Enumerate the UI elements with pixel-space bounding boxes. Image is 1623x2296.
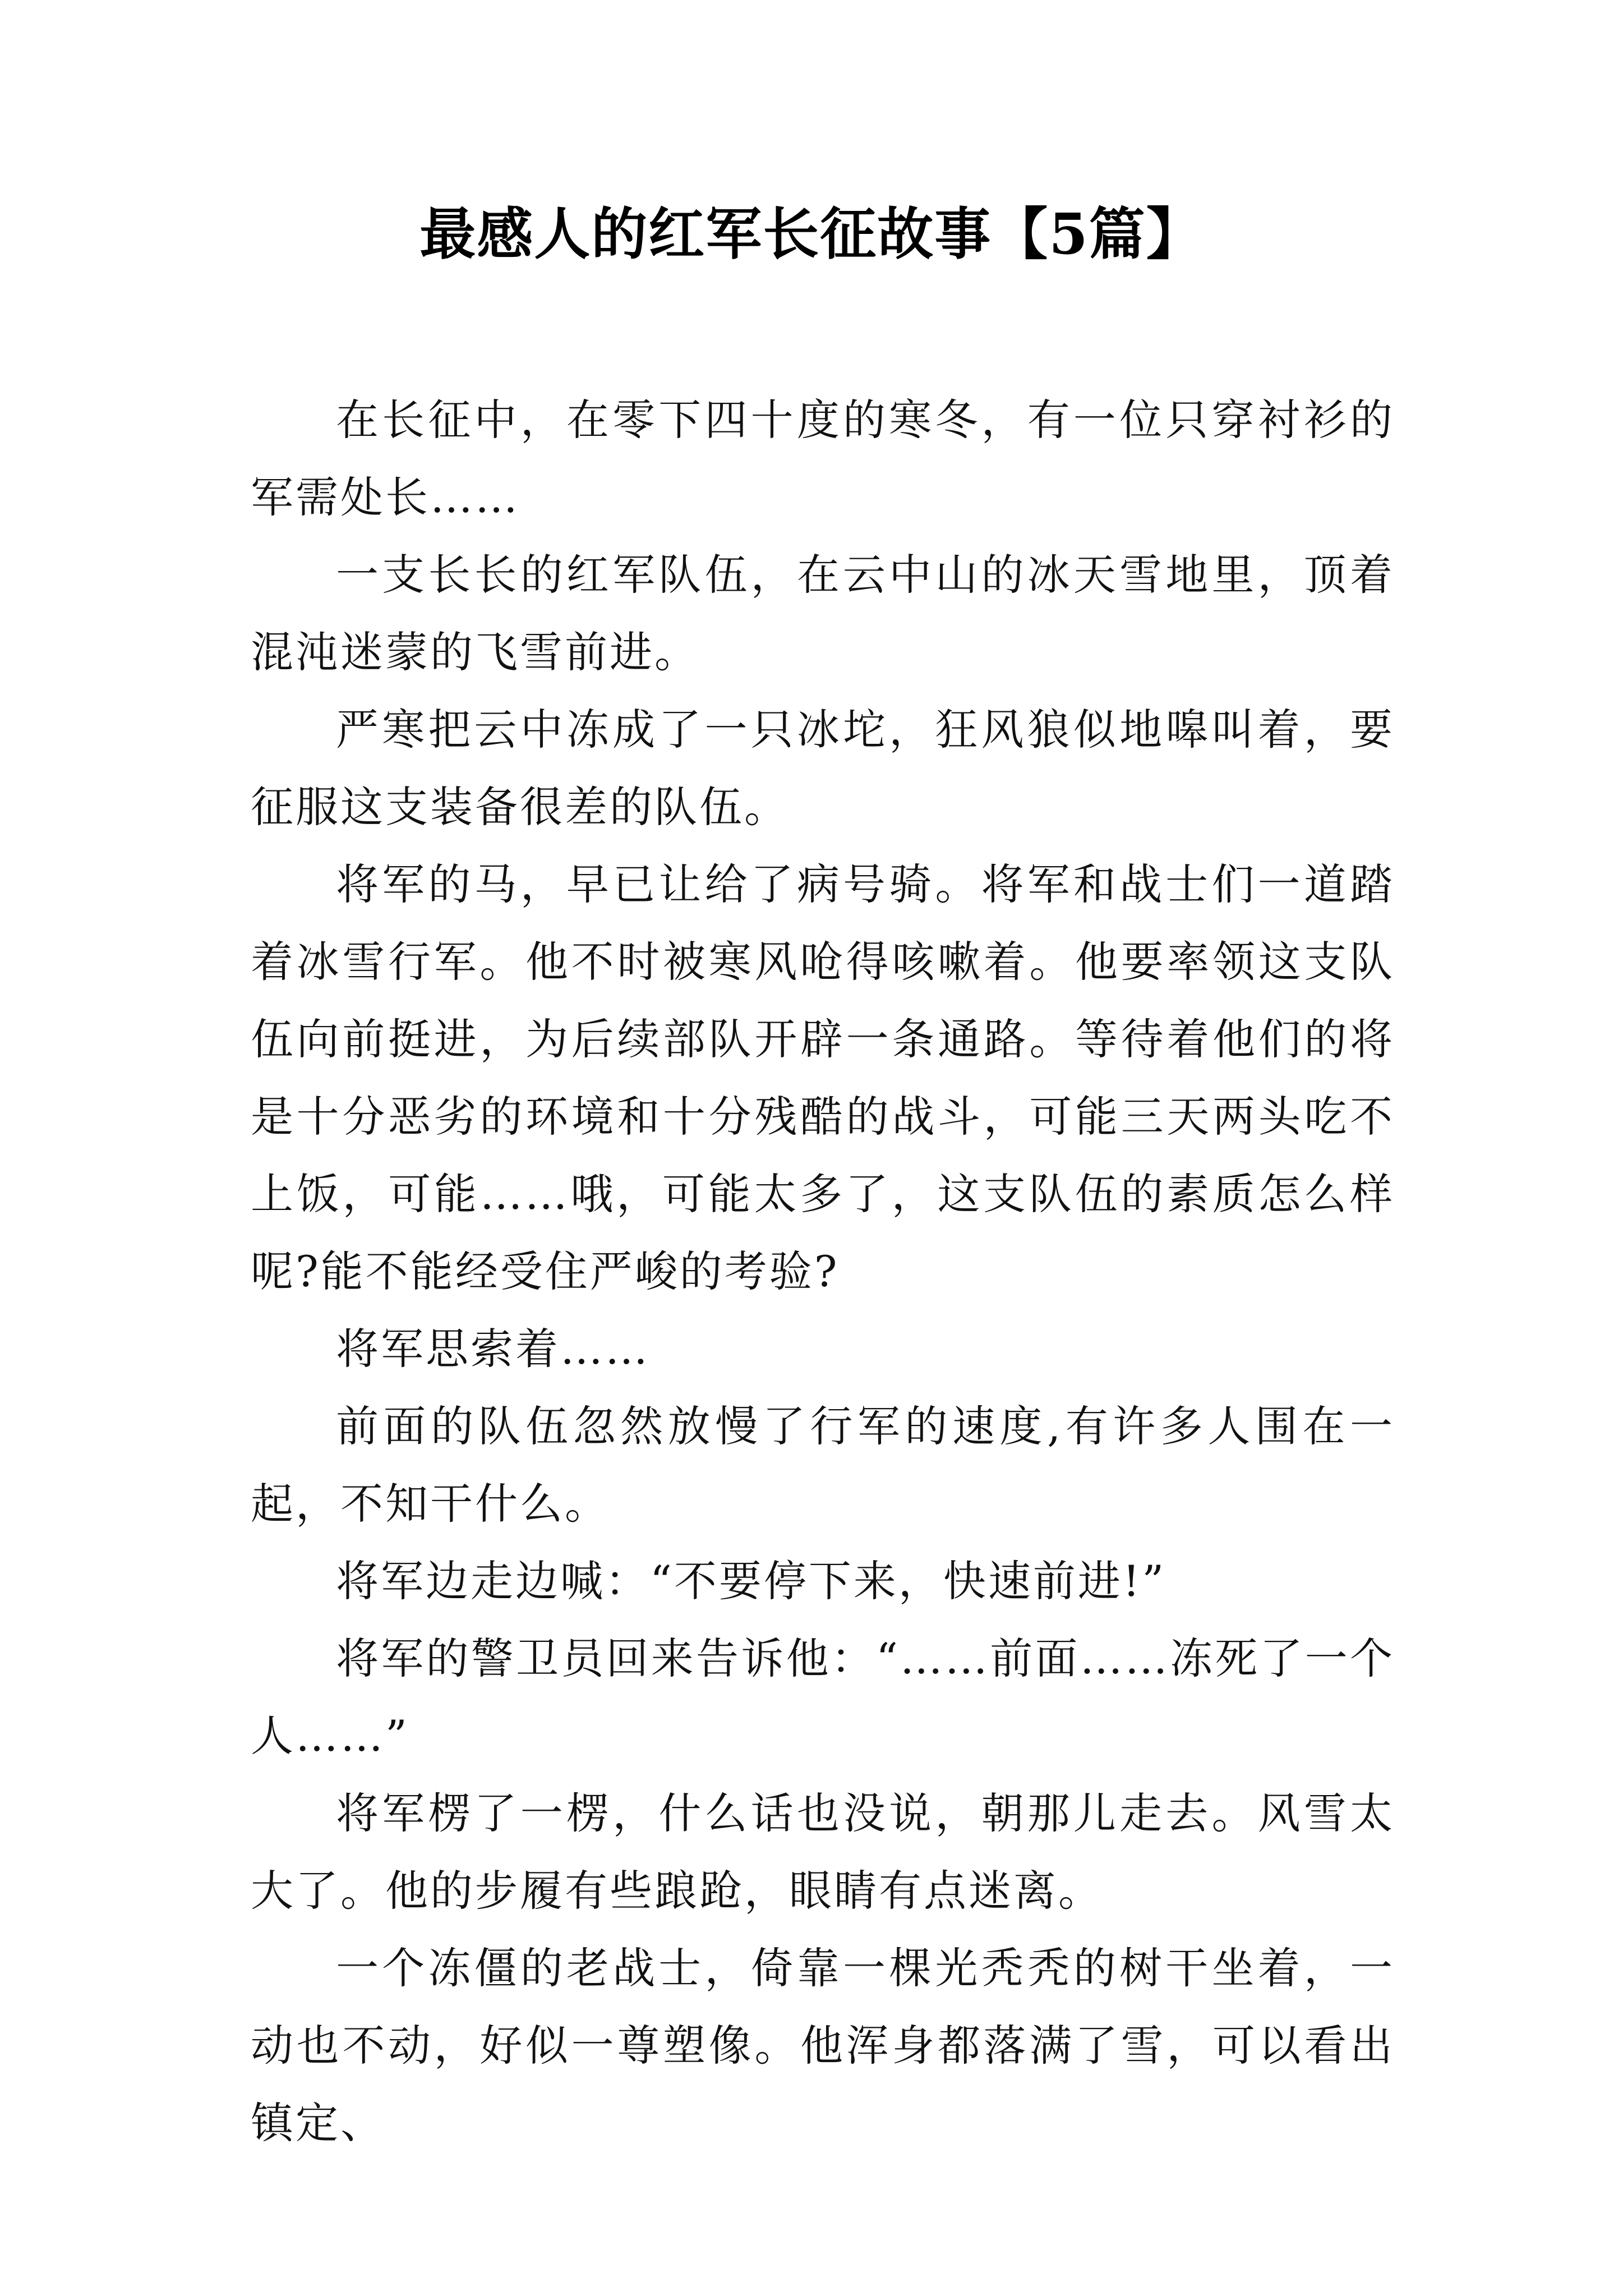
paragraph: 前面的队伍忽然放慢了行军的速度,有许多人围在一起，不知干什么。: [251, 1401, 1395, 1529]
document-body: [251, 381, 1395, 2162]
paragraph: 将军楞了一楞，什么话也没说，朝那儿走去。风雪太大了。他的步履有些踉跄，眼睛有点迷离。: [251, 1788, 1395, 1916]
paragraph: 将军边走边喊：“不要停下来，快速前进!”: [336, 1556, 1166, 1606]
paragraph: 在长征中，在零下四十度的寒冬，有一位只穿衬衫的军需处长……: [251, 395, 1395, 522]
paragraph: 将军的马，早已让给了病号骑。将军和战士们一道踏着冰雪行军。他不时被寒风呛得咳嗽着。他要率领这支队伍向前挺进，为后续部队开辟一条通路。等待着他们的将是十分恶劣的环境和十分残酷的战斗，可能三天两头吃不上饭，可能……哦，可能太多了，这支队伍的素质怎么样呢?能不能经受住严峻的考验?: [251, 859, 1395, 1296]
paragraph: 将军思索着……: [336, 1324, 650, 1374]
paragraph: 一支长长的红军队伍，在云中山的冰天雪地里，顶着混沌迷蒙的飞雪前进。: [251, 550, 1395, 677]
document-title: 最感人的红军长征故事【5篇】: [419, 201, 1204, 267]
paragraph: 将军的警卫员回来告诉他：“……前面……冻死了一个人……”: [251, 1634, 1395, 1761]
paragraph: 一个冻僵的老战士，倚靠一棵光秃秃的树干坐着，一动也不动，好似一尊塑像。他浑身都落满了雪，可以看出镇定、: [251, 1943, 1395, 2148]
paragraph: 严寒把云中冻成了一只冰坨，狂风狼似地嗥叫着，要征服这支装备很差的队伍。: [251, 705, 1395, 832]
